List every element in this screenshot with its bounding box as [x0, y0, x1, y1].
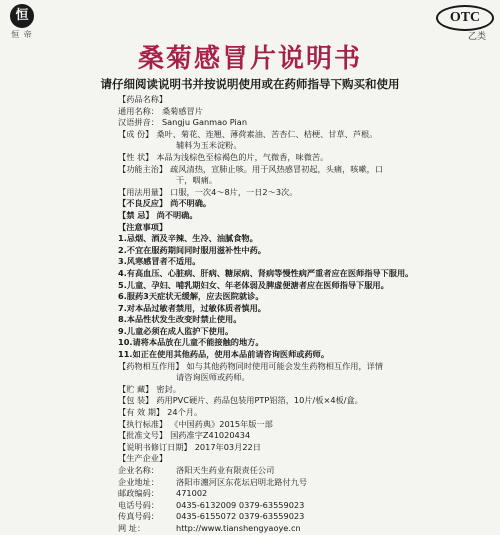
generic-name-row: [118, 106, 490, 118]
manufacturer-logo: [6, 4, 38, 42]
indications-value-2: 干，咽痛。: [176, 175, 217, 186]
manufacturer-row: [118, 500, 490, 512]
company-name-label: 企业名称：: [118, 465, 159, 475]
precaution-item: 1.忌烟、酒及辛辣、生冷、油腻食物。: [118, 233, 258, 244]
interactions-value-2: 请咨询医师或药师。: [176, 372, 250, 383]
adverse-value: 尚不明确。: [170, 198, 212, 209]
indications-row: [118, 164, 490, 176]
manufacturer-row: [118, 488, 490, 500]
pinyin-row: [118, 117, 490, 129]
precaution-item: 5.儿童、孕妇、哺乳期妇女、年老体弱及脾虚便溏者应在医师指导下服用。: [118, 279, 389, 290]
interactions-row-2: [118, 372, 490, 384]
indications-row-2: [118, 175, 490, 187]
website-label: 网 址：: [118, 522, 146, 533]
page-title: 桑菊感冒片说明书: [137, 44, 362, 74]
manufacturer-row: [118, 477, 490, 489]
package-value: 药用PVC硬片、药品包装用PTP铝箔，10片/板×4板/盒。: [156, 395, 363, 406]
website-link[interactable]: http://www.tianshengyaoye.cn: [176, 522, 301, 533]
pinyin-label: 汉语拼音：: [118, 117, 159, 128]
precaution-item: 8.本品性状发生改变时禁止使用。: [118, 314, 242, 325]
properties-label: 【性 状】: [118, 151, 154, 162]
storage-row: [118, 384, 490, 396]
manufacturer-header: [118, 453, 490, 465]
revision-label: 【说明书修订日期】: [118, 441, 192, 452]
approval-value: 国药准字Z41020434: [170, 430, 251, 441]
fax-label: 传真号码：: [118, 511, 159, 522]
manufacturer-row: [118, 523, 490, 535]
phone-label: 电话号码：: [118, 499, 159, 510]
precaution-item: 10.请将本品放在儿童不能接触的地方。: [118, 337, 264, 348]
interactions-row: [118, 361, 490, 373]
precautions-label: 【注意事项】: [118, 221, 168, 232]
contraindications-value: 尚不明确。: [156, 209, 198, 220]
generic-name-label: 通用名称：: [118, 105, 159, 116]
leaflet-body: [118, 94, 490, 535]
usage-notice: 请仔细阅读说明书并按说明使用或在药师指导下购买和使用: [100, 77, 400, 91]
properties-row: [118, 152, 490, 164]
company-address-label: 企业地址：: [118, 476, 159, 487]
standard-row: [118, 419, 490, 431]
precaution-item: 7.对本品过敏者禁用，过敏体质者慎用。: [118, 302, 266, 313]
pinyin-value: Sangju Ganmao Pian: [161, 117, 248, 128]
manufacturer-label: 【生产企业】: [118, 453, 168, 464]
package-label: 【包 装】: [118, 395, 154, 406]
revision-row: [118, 442, 490, 454]
contraindications-row: [118, 210, 490, 222]
approval-label: 【批准文号】: [118, 430, 168, 441]
drug-name-label: 【药品名称】: [118, 94, 168, 104]
adverse-label: 【不良反应】: [118, 198, 168, 209]
dosage-row: [118, 187, 490, 199]
standard-value: 《中国药典》2015年版一部: [170, 418, 273, 429]
dosage-value: 口服，一次4～8片，一日2～3次。: [170, 186, 298, 197]
generic-name-value: 桑菊感冒片: [161, 105, 203, 116]
postal-code-label: 邮政编码：: [118, 488, 159, 499]
precaution-item: 4.有高血压、心脏病、肝病、糖尿病、肾病等慢性病严重者应在医师指导下服用。: [118, 267, 414, 278]
storage-value: 密封。: [156, 383, 181, 394]
storage-label: 【贮 藏】: [118, 383, 154, 394]
phone-value: 0435-6132009 0379-63559023: [176, 499, 305, 510]
precaution-item: 6.服药3天症状无缓解，应去医院就诊。: [118, 291, 264, 302]
postal-code-value: 471002: [176, 488, 208, 499]
ingredients-value: 桑叶、菊花、连翘、薄荷素油、苦杏仁、桔梗、甘草、芦根。: [156, 128, 378, 139]
ingredients-row: [118, 129, 490, 141]
otc-badge: OTC: [436, 5, 494, 31]
fax-value: 0435-6155072 0379-63559023: [176, 511, 305, 522]
company-name-value: 洛阳天生药业有限责任公司: [176, 465, 275, 475]
revision-value: 2017年03月22日: [194, 441, 261, 452]
ingredients-value-2: 辅料为玉米淀粉。: [176, 140, 242, 151]
precaution-item: 11.如正在使用其他药品，使用本品前请咨询医师或药师。: [118, 349, 330, 360]
precautions-header: [118, 222, 490, 234]
package-row: [118, 395, 490, 407]
indications-label: 【功能主治】: [118, 163, 168, 174]
manufacturer-row: [118, 465, 490, 477]
validity-value: 24个月。: [167, 407, 203, 418]
interactions-label: 【药物相互作用】: [118, 360, 184, 371]
precaution-item: 2.不宜在服药期间同时服用滋补性中药。: [118, 244, 266, 255]
dosage-label: 【用法用量】: [118, 186, 168, 197]
precaution-item: 9.儿童必须在成人监护下使用。: [118, 325, 234, 336]
drug-name-section: [118, 94, 490, 106]
indications-value: 疏风清热，宣肺止咳。用于风热感冒初起，头痛，咳嗽，口: [170, 163, 384, 174]
properties-value: 本品为浅棕色至棕褐色的片，气微香，味微苦。: [156, 151, 329, 162]
precaution-item: 3.风寒感冒者不适用。: [118, 256, 201, 267]
ingredients-row-2: [118, 140, 490, 152]
logo-brand-text: 恒 帝: [11, 30, 33, 39]
logo-emblem: 恒: [10, 4, 34, 28]
ingredients-label: 【成 份】: [118, 128, 154, 139]
standard-label: 【执行标准】: [118, 418, 168, 429]
validity-label: 【有 效 期】: [118, 407, 165, 418]
otc-category: 乙类: [467, 32, 486, 42]
adverse-row: [118, 198, 490, 210]
validity-row: [118, 407, 490, 419]
contraindications-label: 【禁 忌】: [118, 209, 154, 220]
interactions-value: 如与其他药物同时使用可能会发生药物相互作用，详情: [186, 360, 384, 371]
approval-row: [118, 430, 490, 442]
company-address-value: 洛阳市瀍河区东花坛启明北路付九号: [176, 476, 308, 487]
manufacturer-row: [118, 511, 490, 523]
